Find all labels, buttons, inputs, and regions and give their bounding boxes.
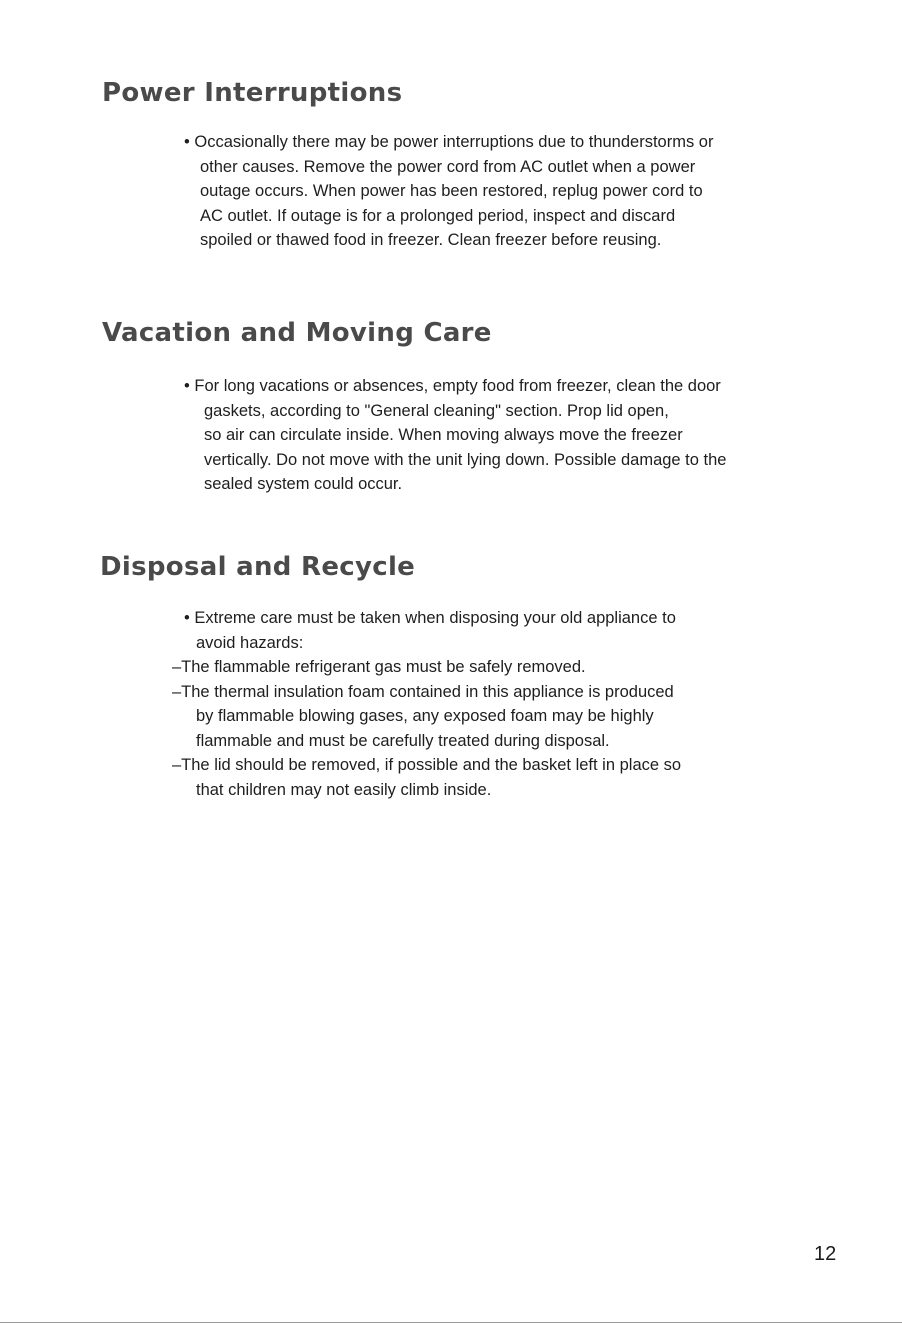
paragraph-line: spoiled or thawed food in freezer. Clean freezer before reusing. xyxy=(200,231,662,249)
paragraph-line: other causes. Remove the power cord from AC outlet when a power xyxy=(200,157,696,176)
paragraph-line: so air can circulate inside. When moving always move the freezer xyxy=(204,426,683,444)
paragraph-line: outage occurs. When power has been restored, replug power cord to xyxy=(200,182,703,200)
disposal-and-recycle-paragraph xyxy=(172,606,681,802)
section-heading-power-interruptions: Power Interruptions xyxy=(102,78,403,108)
paragraph-line: –The flammable refrigerant gas must be safely removed. xyxy=(172,658,586,676)
page-number: 12 xyxy=(814,1243,837,1265)
paragraph-line: sealed system could occur. xyxy=(204,475,403,493)
paragraph-line: gaskets, according to "General cleaning" section. Prop lid open, xyxy=(204,401,669,420)
paragraph-line: by flammable blowing gases, any exposed foam may be highly xyxy=(196,707,654,725)
paragraph-line: • For long vacations or absences, empty food from freezer, clean the door xyxy=(184,377,721,395)
paragraph-line: avoid hazards: xyxy=(196,633,304,652)
paragraph-line: –The lid should be removed, if possible and the basket left in place so xyxy=(172,756,682,774)
power-interruptions-paragraph xyxy=(184,130,713,253)
paragraph-line: vertically. Do not move with the unit lying down. Possible damage to the xyxy=(204,450,727,469)
paragraph-line: • Occasionally there may be power interruptions due to thunderstorms or xyxy=(184,133,714,151)
paragraph-line: AC outlet. If outage is for a prolonged period, inspect and discard xyxy=(200,206,676,225)
footer-divider xyxy=(0,1322,902,1323)
section-heading-disposal-and-recycle: Disposal and Recycle xyxy=(100,552,416,582)
paragraph-line: that children may not easily climb inside. xyxy=(196,780,492,799)
paragraph-line: –The thermal insulation foam contained in this appliance is produced xyxy=(172,682,674,701)
vacation-and-moving-care-paragraph xyxy=(184,374,726,497)
paragraph-line: • Extreme care must be taken when disposing your old appliance to xyxy=(184,609,676,627)
paragraph-line: flammable and must be carefully treated during disposal. xyxy=(196,731,610,750)
section-heading-vacation-and-moving-care: Vacation and Moving Care xyxy=(102,318,492,348)
